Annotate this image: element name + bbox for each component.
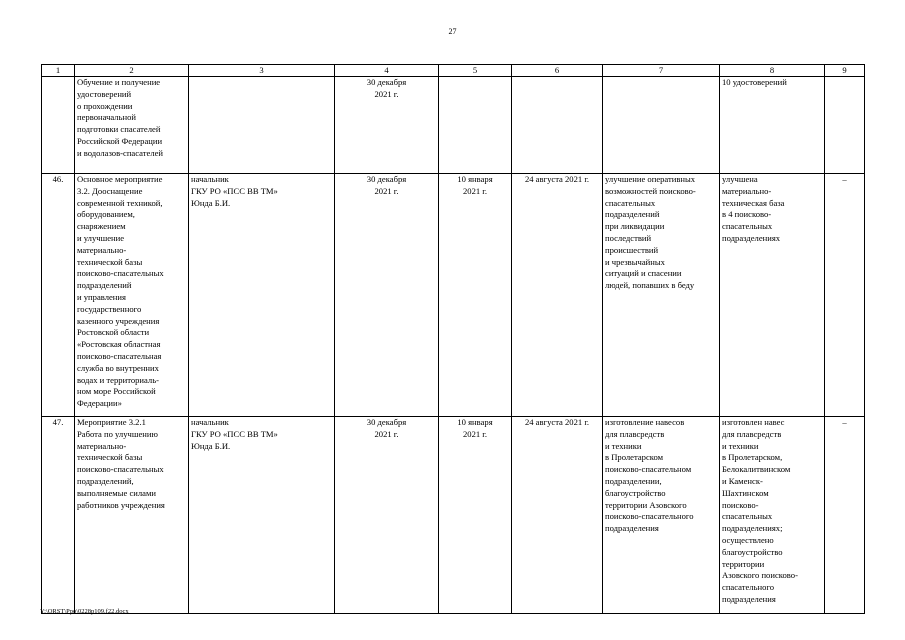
start-date-cell (439, 417, 512, 614)
cell-text-line: Юнда Б.И. (191, 197, 231, 208)
cell-text-line: в Пролетарском (605, 452, 664, 463)
cell-text-line: последствий (605, 232, 652, 243)
page-number: 27 (448, 27, 457, 36)
row-number-cell: 47. (42, 417, 75, 614)
note-cell: – (825, 417, 865, 614)
cell-text-line: Федерации» (77, 398, 122, 409)
cell-text-line: изготовлен навес (722, 417, 785, 427)
executor-cell (189, 417, 335, 614)
note-cell (825, 77, 865, 174)
cell-text-line: удостоверений (77, 88, 132, 99)
column-number: 9 (825, 65, 865, 77)
cell-text-line: изготовление навесов (605, 417, 685, 427)
cell-text-line: и водолазов-спасателей (77, 147, 164, 158)
expected-result-cell (603, 417, 720, 614)
cell-text-line: 2021 г. (462, 185, 488, 196)
actual-result-cell (720, 417, 825, 614)
cell-text-line: техническая база (722, 197, 785, 208)
cell-text-line: и управления (77, 291, 126, 302)
cell-text-line: и техники (722, 440, 759, 451)
end-date-cell (512, 174, 603, 417)
row-number-cell (42, 77, 75, 174)
cell-text-line: и чрезвычайных (605, 256, 665, 267)
cell-text-line: начальник (191, 417, 229, 427)
cell-text-line: первоначальной (77, 112, 136, 123)
cell-text-line: 30 декабря (366, 77, 407, 87)
cell-text-line: казенного учреждения (77, 315, 160, 326)
cell-text-line: «Ростовская областная (77, 339, 161, 350)
cell-text-line: 24 августа 2021 г. (524, 174, 590, 184)
cell-text-line: территории (722, 558, 765, 569)
cell-text-line: ном море Российской (77, 386, 156, 397)
cell-text-line: осуществлено (722, 534, 774, 545)
start-date-cell (439, 77, 512, 174)
table-row (42, 174, 865, 417)
cell-text-line: материально- (77, 440, 127, 451)
cell-text-line: улучшена (722, 174, 758, 184)
cell-text-line: происшествий (605, 244, 659, 255)
end-date-cell (512, 77, 603, 174)
cell-text-line: 10 удостоверений (722, 77, 787, 87)
cell-text-line: подразделения (722, 593, 776, 604)
column-number: 4 (335, 65, 439, 77)
cell-text-line: подразделений (605, 209, 660, 220)
cell-text-line: спасательных (605, 197, 656, 208)
cell-text-line: и Каменск- (722, 475, 763, 486)
cell-text-line: водах и территориаль- (77, 374, 159, 385)
column-number: 3 (189, 65, 335, 77)
actual-result-cell (720, 77, 825, 174)
cell-text-line: технической базы (77, 452, 143, 463)
column-number-row (42, 65, 865, 77)
cell-text-line: выполняемые силами (77, 487, 156, 498)
cell-text-line: 3.2. Дооснащение (77, 185, 143, 196)
cell-text-line: 2021 г. (462, 428, 488, 439)
cell-text-line: служба во внутренних (77, 362, 159, 373)
column-number: 2 (75, 65, 189, 77)
cell-text-line: Работа по улучшению (77, 428, 158, 439)
cell-text-line: улучшение оперативных (605, 174, 696, 184)
cell-text-line: территории Азовского (605, 499, 687, 510)
cell-text-line: при ликвидации (605, 221, 665, 232)
cell-text-line: современной техникой, (77, 197, 163, 208)
cell-text-line: Белокалитвинском (722, 464, 791, 475)
cell-text-line: Основное мероприятие (77, 174, 163, 184)
actual-result-cell (720, 174, 825, 417)
cell-text-line: поисково-спасательная (77, 350, 162, 361)
end-date-cell (512, 417, 603, 614)
cell-text-line: в 4 поисково- (722, 209, 772, 220)
cell-text-line: ситуаций и спасении (605, 268, 682, 279)
cell-text-line: подразделения (605, 523, 659, 534)
cell-text-line: 10 января (457, 174, 493, 184)
cell-text-line: поисково-спасательных (77, 464, 164, 475)
cell-text-line: технической базы (77, 256, 143, 267)
cell-text-line: подразделений (77, 280, 132, 291)
cell-text-line: Азовского поисково- (722, 570, 798, 581)
table-row (42, 417, 865, 614)
column-number: 8 (720, 65, 825, 77)
cell-text-line: работников учреждения (77, 499, 165, 510)
cell-text-line: Обучение и получение (77, 77, 161, 87)
cell-text-line: ГКУ РО «ПСС ВВ ТМ» (191, 185, 278, 196)
cell-text-line: подразделении, (605, 475, 662, 486)
executor-cell (189, 174, 335, 417)
column-number: 1 (42, 65, 75, 77)
cell-text-line: 30 декабря (366, 417, 407, 427)
note-cell: – (825, 174, 865, 417)
cell-text-line: спасательных (722, 511, 773, 522)
cell-text-line: ГКУ РО «ПСС ВВ ТМ» (191, 428, 278, 439)
planned-date-cell (335, 174, 439, 417)
cell-text-line: поисково-спасательного (605, 511, 694, 522)
cell-text-line: и техники (605, 440, 642, 451)
row-number-cell: 46. (42, 174, 75, 417)
cell-text-line: 30 декабря (366, 174, 407, 184)
cell-text-line: Ростовской области (77, 327, 150, 338)
planned-date-cell (335, 77, 439, 174)
cell-text-line: Юнда Б.И. (191, 440, 231, 451)
column-number: 5 (439, 65, 512, 77)
cell-text-line: людей, попавших в беду (605, 280, 695, 291)
planned-date-cell (335, 417, 439, 614)
cell-text-line: 2021 г. (374, 428, 399, 439)
cell-text-line: 2021 г. (374, 185, 399, 196)
cell-text-line: поисково- (722, 499, 759, 510)
cell-text-line: благоустройство (722, 546, 783, 557)
cell-text-line: для плавсредств (722, 428, 782, 439)
event-name-cell (75, 77, 189, 174)
cell-text-line: начальник (191, 174, 229, 184)
expected-result-cell (603, 174, 720, 417)
start-date-cell (439, 174, 512, 417)
cell-text-line: поисково-спасательных (77, 268, 164, 279)
cell-text-line: благоустройство (605, 487, 666, 498)
cell-text-line: материально- (722, 185, 772, 196)
table-row (42, 77, 865, 174)
file-path-footer: Y:\ORST\Ppo\0228p109.f22.docx (40, 608, 129, 615)
column-number: 6 (512, 65, 603, 77)
event-name-cell (75, 417, 189, 614)
cell-text-line: для плавсредств (605, 428, 665, 439)
cell-text-line: 10 января (457, 417, 493, 427)
cell-text-line: о прохождении (77, 100, 133, 111)
cell-text-line: 24 августа 2021 г. (524, 417, 590, 427)
cell-text-line: подразделениях (722, 232, 781, 243)
plan-table (41, 64, 865, 614)
cell-text-line: 2021 г. (374, 88, 399, 99)
cell-text-line: снаряжением (77, 221, 126, 232)
cell-text-line: подразделений, (77, 475, 134, 486)
cell-text-line: Российской Федерации (77, 135, 163, 146)
cell-text-line: материально- (77, 244, 127, 255)
cell-text-line: спасательных (722, 221, 773, 232)
event-name-cell (75, 174, 189, 417)
cell-text-line: поисково-спасательном (605, 464, 692, 475)
column-number: 7 (603, 65, 720, 77)
cell-text-line: подразделениях; (722, 523, 783, 534)
expected-result-cell (603, 77, 720, 174)
cell-text-line: и улучшение (77, 232, 125, 243)
cell-text-line: подготовки спасателей (77, 124, 161, 135)
cell-text-line: Шахтинском (722, 487, 769, 498)
cell-text-line: Мероприятие 3.2.1 (77, 417, 146, 427)
cell-text-line: государственного (77, 303, 142, 314)
cell-text-line: в Пролетарском, (722, 452, 783, 463)
executor-cell (189, 77, 335, 174)
cell-text-line: оборудованием, (77, 209, 135, 220)
cell-text-line: спасательного (722, 582, 775, 593)
cell-text-line: возможностей поисково- (605, 185, 696, 196)
